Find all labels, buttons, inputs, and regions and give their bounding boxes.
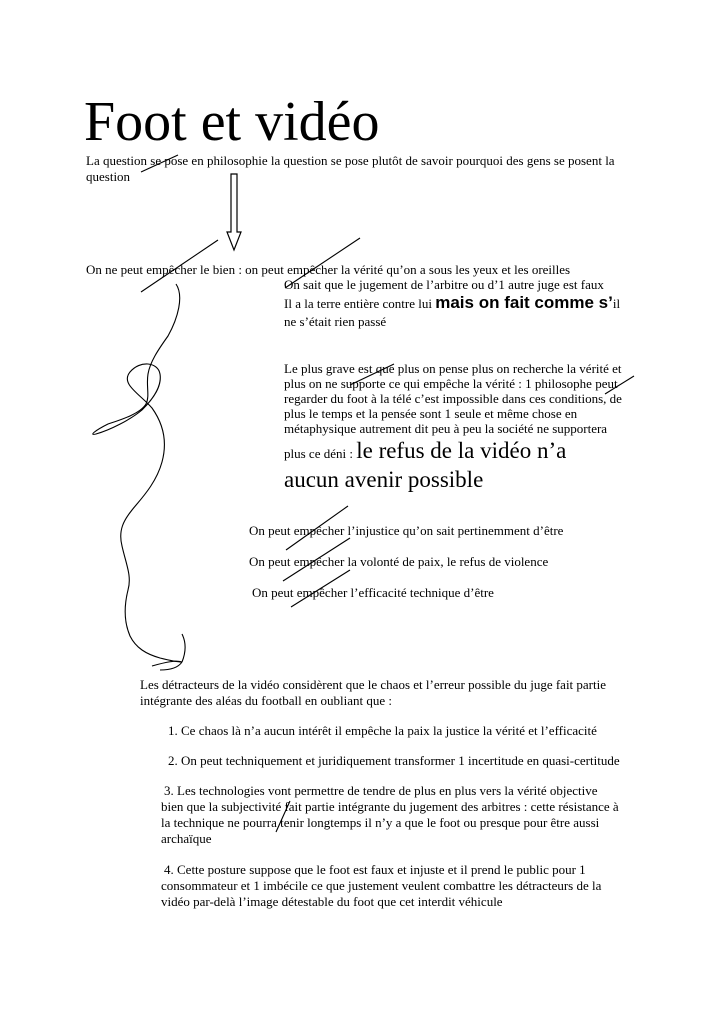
intro-line-2: question (86, 169, 131, 184)
point-3-line-4: archaïque (161, 831, 212, 846)
block2-line-7: aucun avenir possible (284, 467, 484, 492)
wavy-curve (93, 284, 182, 662)
intro-line-1: La question se pose en philosophie la question se pose plutôt de savoir pourquoi des gens se posent la (86, 153, 615, 168)
leaf-arrow-icon (152, 634, 185, 670)
point-4-line-1: 4. Cette posture suppose que le foot est faux et injuste et il prend le public pour 1 (164, 862, 586, 877)
down-arrow-icon (227, 174, 241, 250)
block2-line-4: plus le temps et la pensée sont 1 seule et même chose en (284, 406, 578, 421)
block2-line-6-pre: plus ce déni : (284, 446, 357, 461)
thesis-line: On ne peut empêcher le bien : on peut empêcher la vérité qu’on a sous les yeux et les oreilles (86, 262, 571, 277)
block2-line-2: plus on ne supporte ce qui empêche la vérité : 1 philosophe peut (284, 376, 618, 391)
point-1: 1. Ce chaos là n’a aucun intérêt il empêche la paix la justice la vérité et l’efficacité (168, 723, 597, 738)
detractors-line-2: intégrante des aléas du football en oubliant que : (140, 693, 392, 708)
block1-line-2-pre: Il a la terre entière contre lui (284, 296, 436, 311)
statement-1: On peut empêcher l’injustice qu’on sait pertinemment d’être (249, 523, 564, 538)
point-4-line-2: consommateur et 1 imbécile ce que justement veulent combattre les détracteurs de la (161, 878, 602, 893)
block2-line-5: métaphysique autrement dit peu à peu la société ne supportera (284, 421, 608, 436)
block1-line-3: ne s’était rien passé (284, 314, 387, 329)
block1-line-2-bold: mais on fait comme s’ (435, 293, 613, 312)
point-3-line-3: la technique ne pourra tenir longtemps il n’y a que le foot ou presque pour être aussi (161, 815, 600, 830)
point-2: 2. On peut techniquement et juridiquement transformer 1 incertitude en quasi-certitude (168, 753, 620, 768)
block1-line-1: On sait que le jugement de l’arbitre ou d’1 autre juge est faux (284, 277, 604, 292)
block1-line-2 (284, 295, 620, 312)
detractors-line-1: Les détracteurs de la vidéo considèrent que le chaos et l’erreur possible du juge fait partie (140, 677, 607, 692)
point-4-line-3: vidéo par-delà l’image détestable du foot que cet interdit véhicule (161, 894, 503, 909)
point-3-line-1: 3. Les technologies vont permettre de tendre de plus en plus vers la vérité objective (164, 783, 598, 798)
page-title: Foot et vidéo (84, 91, 380, 153)
statement-3: On peut empêcher l’efficacité technique d’être (252, 585, 494, 600)
block2-line-3: regarder du foot à la télé c’est impossible dans ces conditions, de (284, 391, 622, 406)
block2-line-6 (284, 437, 566, 465)
block2-line-6-big: le refus de la vidéo n’a (356, 438, 567, 463)
block2-line-1: Le plus grave est que plus on pense plus on recherche la vérité et (284, 361, 622, 376)
block1-line-2-post: il (612, 296, 621, 311)
statement-2: On peut empêcher la volonté de paix, le refus de violence (249, 554, 549, 569)
point-3-line-2: bien que la subjectivité fait partie intégrante du jugement des arbitres : cette résistance à (161, 799, 619, 814)
